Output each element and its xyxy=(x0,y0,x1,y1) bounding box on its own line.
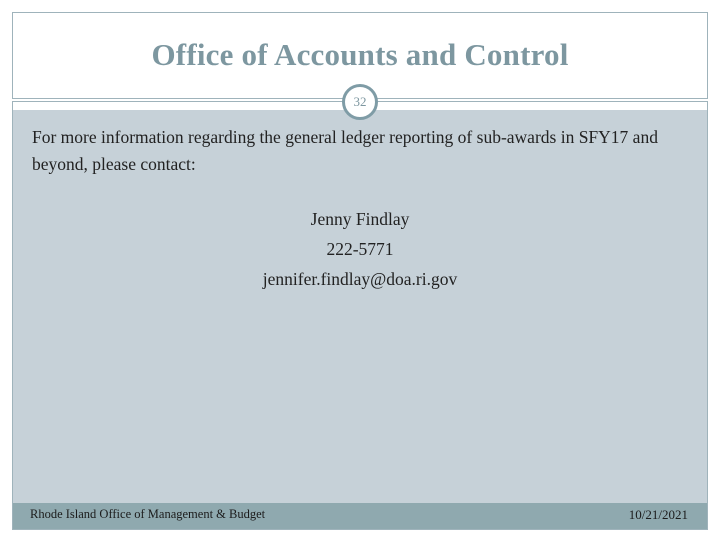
contact-email: jennifer.findlay@doa.ri.gov xyxy=(262,269,458,289)
footer-organization: Rhode Island Office of Management & Budget xyxy=(30,507,266,521)
page-number-badge xyxy=(342,84,378,120)
page-number: 32 xyxy=(353,94,367,109)
contact-phone: 222-5771 xyxy=(326,239,394,259)
contact-name: Jenny Findlay xyxy=(310,209,410,229)
body-text: For more information regarding the general ledger reporting of sub-awards in SFY17 and beyond, please contact: xyxy=(32,127,658,174)
footer-date: 10/21/2021 xyxy=(628,507,688,522)
contact-block xyxy=(180,204,540,294)
slide-title: Office of Accounts and Control xyxy=(151,37,569,72)
